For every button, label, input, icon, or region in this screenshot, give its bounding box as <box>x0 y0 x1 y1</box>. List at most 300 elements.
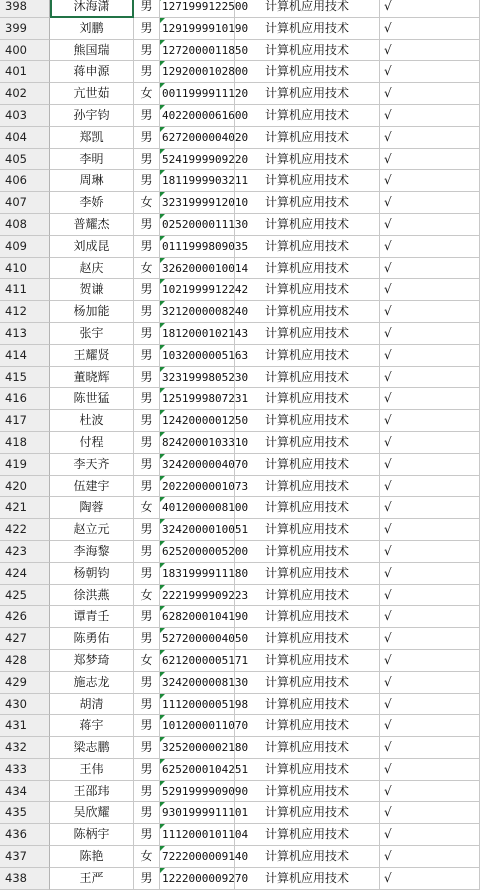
error-indicator-icon <box>160 83 165 88</box>
gender-cell[interactable]: 男 <box>134 388 160 410</box>
check-cell[interactable]: √ <box>380 737 480 759</box>
check-cell[interactable]: √ <box>380 345 480 367</box>
name-cell[interactable]: 王邵玮 <box>50 781 134 803</box>
name-cell[interactable]: 付程 <box>50 432 134 454</box>
table-row <box>0 650 480 672</box>
row-header[interactable]: 426 <box>0 606 50 628</box>
name-cell[interactable]: 孙宇钧 <box>50 105 134 127</box>
major-cell[interactable]: 计算机应用技术 <box>235 367 380 389</box>
name-cell[interactable]: 陈勇佑 <box>50 628 134 650</box>
id-number-cell[interactable] <box>160 214 249 236</box>
major-cell[interactable]: 计算机应用技术 <box>235 868 380 890</box>
id-number-cell[interactable] <box>160 824 249 846</box>
error-indicator-icon <box>160 149 165 154</box>
id-number-cell[interactable] <box>160 127 249 149</box>
id-number-cell[interactable] <box>160 781 249 803</box>
row-header[interactable]: 416 <box>0 388 50 410</box>
row-header[interactable]: 405 <box>0 149 50 171</box>
gender-cell[interactable]: 男 <box>134 214 160 236</box>
row-header[interactable]: 431 <box>0 715 50 737</box>
row-header[interactable]: 433 <box>0 759 50 781</box>
check-cell[interactable]: √ <box>380 868 480 890</box>
name-cell[interactable]: 陈世猛 <box>50 388 134 410</box>
major-cell[interactable]: 计算机应用技术 <box>235 214 380 236</box>
name-cell[interactable]: 蒋宇 <box>50 715 134 737</box>
major-cell[interactable]: 计算机应用技术 <box>235 846 380 868</box>
check-cell[interactable]: √ <box>380 846 480 868</box>
id-number-cell[interactable] <box>160 61 249 83</box>
gender-cell[interactable]: 男 <box>134 868 160 890</box>
name-cell[interactable]: 王伟 <box>50 759 134 781</box>
major-cell[interactable]: 计算机应用技术 <box>235 432 380 454</box>
check-cell[interactable]: √ <box>380 563 480 585</box>
check-cell[interactable]: √ <box>380 432 480 454</box>
major-cell[interactable]: 计算机应用技术 <box>235 301 380 323</box>
name-cell[interactable]: 徐洪燕 <box>50 585 134 607</box>
id-number-cell[interactable] <box>160 650 249 672</box>
id-number-text: 1222000009270 <box>162 871 249 885</box>
table-row <box>0 541 480 563</box>
check-cell[interactable]: √ <box>380 258 480 280</box>
name-cell[interactable]: 贺谦 <box>50 279 134 301</box>
gender-cell[interactable]: 男 <box>134 345 160 367</box>
name-cell[interactable]: 亢世茹 <box>50 83 134 105</box>
row-header[interactable]: 410 <box>0 258 50 280</box>
major-cell[interactable]: 计算机应用技术 <box>235 585 380 607</box>
major-cell[interactable]: 计算机应用技术 <box>235 759 380 781</box>
id-number-cell[interactable] <box>160 345 249 367</box>
gender-cell[interactable]: 男 <box>134 0 160 18</box>
id-number-text: 0111999809035 <box>162 239 249 253</box>
table-row <box>0 802 480 824</box>
gender-cell[interactable]: 男 <box>134 323 160 345</box>
gender-cell[interactable]: 女 <box>134 650 160 672</box>
gender-cell[interactable]: 男 <box>134 606 160 628</box>
id-number-cell[interactable] <box>160 846 249 868</box>
table-row <box>0 388 480 410</box>
name-cell[interactable]: 伍建宇 <box>50 476 134 498</box>
id-number-cell[interactable] <box>160 18 249 40</box>
error-indicator-icon <box>160 40 165 45</box>
id-number-text: 6252000104251 <box>162 762 249 776</box>
row-header[interactable]: 400 <box>0 40 50 62</box>
check-cell[interactable]: √ <box>380 802 480 824</box>
id-number-cell[interactable] <box>160 367 249 389</box>
gender-cell[interactable]: 男 <box>134 737 160 759</box>
gender-cell[interactable]: 男 <box>134 61 160 83</box>
name-cell[interactable]: 张宇 <box>50 323 134 345</box>
id-number-cell[interactable] <box>160 476 249 498</box>
check-cell[interactable]: √ <box>380 476 480 498</box>
id-number-cell[interactable] <box>160 606 249 628</box>
row-header[interactable]: 423 <box>0 541 50 563</box>
error-indicator-icon <box>160 18 165 23</box>
check-cell[interactable]: √ <box>380 606 480 628</box>
gender-cell[interactable]: 男 <box>134 105 160 127</box>
id-number-cell[interactable] <box>160 694 249 716</box>
major-cell[interactable]: 计算机应用技术 <box>235 258 380 280</box>
table-row <box>0 454 480 476</box>
error-indicator-icon <box>160 802 165 807</box>
name-cell[interactable]: 蒋申源 <box>50 61 134 83</box>
major-cell[interactable]: 计算机应用技术 <box>235 650 380 672</box>
gender-cell[interactable]: 男 <box>134 824 160 846</box>
gender-cell[interactable]: 男 <box>134 410 160 432</box>
error-indicator-icon <box>160 694 165 699</box>
id-number-cell[interactable] <box>160 258 249 280</box>
major-cell[interactable]: 计算机应用技术 <box>235 388 380 410</box>
check-cell[interactable]: √ <box>380 519 480 541</box>
id-number-text: 1272000011850 <box>162 43 249 57</box>
error-indicator-icon <box>160 388 165 393</box>
id-number-text: 1271999122500 <box>162 0 249 13</box>
name-cell[interactable]: 胡清 <box>50 694 134 716</box>
id-number-text: 1112000005198 <box>162 697 249 711</box>
id-number-cell[interactable] <box>160 497 249 519</box>
id-number-text: 6212000005171 <box>162 653 249 667</box>
name-cell[interactable]: 吴欣耀 <box>50 802 134 824</box>
gender-cell[interactable]: 女 <box>134 83 160 105</box>
gender-cell[interactable]: 男 <box>134 759 160 781</box>
name-cell[interactable]: 李海黎 <box>50 541 134 563</box>
major-cell[interactable]: 计算机应用技术 <box>235 672 380 694</box>
id-number-cell[interactable] <box>160 105 249 127</box>
gender-cell[interactable]: 男 <box>134 18 160 40</box>
major-cell[interactable]: 计算机应用技术 <box>235 40 380 62</box>
gender-cell[interactable]: 男 <box>134 301 160 323</box>
name-cell[interactable]: 陶蓉 <box>50 497 134 519</box>
major-cell[interactable]: 计算机应用技术 <box>235 694 380 716</box>
name-cell[interactable]: 赵庆 <box>50 258 134 280</box>
id-number-cell[interactable] <box>160 236 249 258</box>
major-cell[interactable]: 计算机应用技术 <box>235 802 380 824</box>
row-header[interactable]: 417 <box>0 410 50 432</box>
id-number-cell[interactable] <box>160 149 249 171</box>
id-number-text: 2022000001073 <box>162 479 249 493</box>
id-number-text: 1292000102800 <box>162 65 249 79</box>
table-row <box>0 170 480 192</box>
gender-cell[interactable]: 男 <box>134 127 160 149</box>
gender-cell[interactable]: 男 <box>134 694 160 716</box>
major-cell[interactable]: 计算机应用技术 <box>235 0 380 18</box>
check-cell[interactable]: √ <box>380 18 480 40</box>
check-cell[interactable]: √ <box>380 410 480 432</box>
gender-cell[interactable]: 男 <box>134 432 160 454</box>
id-number-cell[interactable] <box>160 170 249 192</box>
id-number-cell[interactable] <box>160 563 249 585</box>
check-cell[interactable]: √ <box>380 454 480 476</box>
name-cell[interactable]: 刘成昆 <box>50 236 134 258</box>
id-number-text: 4012000008100 <box>162 501 249 515</box>
check-cell[interactable]: √ <box>380 83 480 105</box>
check-cell[interactable]: √ <box>380 323 480 345</box>
name-cell[interactable]: 杨朝钧 <box>50 563 134 585</box>
gender-cell[interactable]: 男 <box>134 672 160 694</box>
table-row <box>0 606 480 628</box>
check-cell[interactable]: √ <box>380 105 480 127</box>
row-header[interactable]: 438 <box>0 868 50 890</box>
check-cell[interactable]: √ <box>380 236 480 258</box>
name-cell[interactable]: 赵立元 <box>50 519 134 541</box>
id-number-cell[interactable] <box>160 672 249 694</box>
id-number-cell[interactable] <box>160 541 249 563</box>
error-indicator-icon <box>160 759 165 764</box>
row-header[interactable]: 415 <box>0 367 50 389</box>
check-cell[interactable]: √ <box>380 279 480 301</box>
check-cell[interactable]: √ <box>380 781 480 803</box>
row-header[interactable]: 406 <box>0 170 50 192</box>
row-header[interactable]: 409 <box>0 236 50 258</box>
major-cell[interactable]: 计算机应用技术 <box>235 105 380 127</box>
id-number-text: 1251999807231 <box>162 392 249 406</box>
row-header[interactable]: 407 <box>0 192 50 214</box>
row-header[interactable]: 432 <box>0 737 50 759</box>
major-cell[interactable]: 计算机应用技术 <box>235 781 380 803</box>
row-header[interactable]: 429 <box>0 672 50 694</box>
check-cell[interactable]: √ <box>380 149 480 171</box>
row-header[interactable]: 427 <box>0 628 50 650</box>
gender-cell[interactable]: 男 <box>134 476 160 498</box>
name-cell[interactable]: 郑凯 <box>50 127 134 149</box>
gender-cell[interactable]: 男 <box>134 563 160 585</box>
row-header[interactable]: 411 <box>0 279 50 301</box>
gender-cell[interactable]: 男 <box>134 279 160 301</box>
id-number-cell[interactable] <box>160 388 249 410</box>
row-header[interactable]: 408 <box>0 214 50 236</box>
table-row <box>0 585 480 607</box>
id-number-cell[interactable] <box>160 279 249 301</box>
id-number-text: 1811999903211 <box>162 174 249 188</box>
check-cell[interactable]: √ <box>380 61 480 83</box>
row-header[interactable]: 402 <box>0 83 50 105</box>
major-cell[interactable]: 计算机应用技术 <box>235 824 380 846</box>
check-cell[interactable]: √ <box>380 672 480 694</box>
row-header[interactable]: 422 <box>0 519 50 541</box>
check-cell[interactable]: √ <box>380 127 480 149</box>
id-number-cell[interactable] <box>160 628 249 650</box>
gender-cell[interactable]: 男 <box>134 170 160 192</box>
name-cell[interactable]: 李娇 <box>50 192 134 214</box>
name-cell[interactable]: 陈柄宇 <box>50 824 134 846</box>
name-cell[interactable]: 杜波 <box>50 410 134 432</box>
major-cell[interactable]: 计算机应用技术 <box>235 563 380 585</box>
id-number-cell[interactable] <box>160 323 249 345</box>
gender-cell[interactable]: 男 <box>134 454 160 476</box>
major-cell[interactable]: 计算机应用技术 <box>235 83 380 105</box>
id-number-cell[interactable] <box>160 192 249 214</box>
name-cell[interactable]: 王严 <box>50 868 134 890</box>
major-cell[interactable]: 计算机应用技术 <box>235 628 380 650</box>
id-number-text: 3252000002180 <box>162 741 249 755</box>
row-header[interactable]: 430 <box>0 694 50 716</box>
row-header[interactable]: 412 <box>0 301 50 323</box>
name-cell[interactable]: 董晓辉 <box>50 367 134 389</box>
check-cell[interactable]: √ <box>380 192 480 214</box>
major-cell[interactable]: 计算机应用技术 <box>235 127 380 149</box>
major-cell[interactable]: 计算机应用技术 <box>235 476 380 498</box>
table-row <box>0 628 480 650</box>
table-row <box>0 563 480 585</box>
check-cell[interactable]: √ <box>380 824 480 846</box>
major-cell[interactable]: 计算机应用技术 <box>235 454 380 476</box>
major-cell[interactable]: 计算机应用技术 <box>235 497 380 519</box>
id-number-text: 1242000001250 <box>162 414 249 428</box>
table-row <box>0 672 480 694</box>
major-cell[interactable]: 计算机应用技术 <box>235 345 380 367</box>
name-cell[interactable]: 陈艳 <box>50 846 134 868</box>
check-cell[interactable]: √ <box>380 650 480 672</box>
id-number-text: 3231999912010 <box>162 196 249 210</box>
gender-cell[interactable]: 男 <box>134 715 160 737</box>
major-cell[interactable]: 计算机应用技术 <box>235 170 380 192</box>
check-cell[interactable]: √ <box>380 388 480 410</box>
id-number-text: 3231999805230 <box>162 370 249 384</box>
gender-cell[interactable]: 男 <box>134 781 160 803</box>
id-number-cell[interactable] <box>160 40 249 62</box>
id-number-cell[interactable] <box>160 0 249 18</box>
row-header[interactable]: 401 <box>0 61 50 83</box>
check-cell[interactable]: √ <box>380 541 480 563</box>
error-indicator-icon <box>160 105 165 110</box>
row-header[interactable]: 434 <box>0 781 50 803</box>
error-indicator-icon <box>160 345 165 350</box>
gender-cell[interactable]: 男 <box>134 236 160 258</box>
major-cell[interactable]: 计算机应用技术 <box>235 279 380 301</box>
major-cell[interactable]: 计算机应用技术 <box>235 236 380 258</box>
table-row <box>0 18 480 40</box>
row-header[interactable]: 428 <box>0 650 50 672</box>
major-cell[interactable]: 计算机应用技术 <box>235 149 380 171</box>
row-header[interactable]: 421 <box>0 497 50 519</box>
row-header[interactable]: 424 <box>0 563 50 585</box>
table-row <box>0 476 480 498</box>
id-number-cell[interactable] <box>160 454 249 476</box>
row-header[interactable]: 414 <box>0 345 50 367</box>
row-header[interactable]: 398 <box>0 0 50 18</box>
name-cell[interactable]: 熊国瑞 <box>50 40 134 62</box>
gender-cell[interactable]: 男 <box>134 40 160 62</box>
major-cell[interactable]: 计算机应用技术 <box>235 519 380 541</box>
major-cell[interactable]: 计算机应用技术 <box>235 61 380 83</box>
check-cell[interactable]: √ <box>380 759 480 781</box>
id-number-cell[interactable] <box>160 301 249 323</box>
row-header[interactable]: 425 <box>0 585 50 607</box>
major-cell[interactable]: 计算机应用技术 <box>235 18 380 40</box>
check-cell[interactable]: √ <box>380 40 480 62</box>
gender-cell[interactable]: 男 <box>134 519 160 541</box>
id-number-cell[interactable] <box>160 737 249 759</box>
check-cell[interactable]: √ <box>380 301 480 323</box>
id-number-text: 3212000008240 <box>162 305 249 319</box>
gender-cell[interactable]: 男 <box>134 628 160 650</box>
error-indicator-icon <box>160 737 165 742</box>
major-cell[interactable]: 计算机应用技术 <box>235 737 380 759</box>
major-cell[interactable]: 计算机应用技术 <box>235 606 380 628</box>
gender-cell[interactable]: 女 <box>134 846 160 868</box>
name-cell[interactable]: 刘鹏 <box>50 18 134 40</box>
id-number-text: 5241999909220 <box>162 152 249 166</box>
gender-cell[interactable]: 男 <box>134 541 160 563</box>
name-cell[interactable]: 周琳 <box>50 170 134 192</box>
check-cell[interactable]: √ <box>380 715 480 737</box>
error-indicator-icon <box>160 846 165 851</box>
check-cell[interactable]: √ <box>380 497 480 519</box>
name-cell[interactable]: 沐海潇 <box>50 0 134 18</box>
name-cell[interactable]: 谭青壬 <box>50 606 134 628</box>
name-cell[interactable]: 梁志鹏 <box>50 737 134 759</box>
id-number-cell[interactable] <box>160 802 249 824</box>
table-row <box>0 737 480 759</box>
check-cell[interactable]: √ <box>380 367 480 389</box>
major-cell[interactable]: 计算机应用技术 <box>235 410 380 432</box>
row-header[interactable]: 403 <box>0 105 50 127</box>
id-number-cell[interactable] <box>160 519 249 541</box>
check-cell[interactable]: √ <box>380 170 480 192</box>
name-cell[interactable]: 杨加能 <box>50 301 134 323</box>
check-cell[interactable]: √ <box>380 694 480 716</box>
check-cell[interactable]: √ <box>380 628 480 650</box>
table-row <box>0 40 480 62</box>
name-cell[interactable]: 郑梦琦 <box>50 650 134 672</box>
major-cell[interactable]: 计算机应用技术 <box>235 715 380 737</box>
name-cell[interactable]: 施志龙 <box>50 672 134 694</box>
gender-cell[interactable]: 女 <box>134 497 160 519</box>
check-cell[interactable]: √ <box>380 585 480 607</box>
major-cell[interactable]: 计算机应用技术 <box>235 541 380 563</box>
row-header[interactable]: 399 <box>0 18 50 40</box>
id-number-cell[interactable] <box>160 585 249 607</box>
check-cell[interactable]: √ <box>380 214 480 236</box>
id-number-cell[interactable] <box>160 715 249 737</box>
name-cell[interactable]: 普耀杰 <box>50 214 134 236</box>
name-cell[interactable]: 李天齐 <box>50 454 134 476</box>
row-header[interactable]: 437 <box>0 846 50 868</box>
gender-cell[interactable]: 女 <box>134 192 160 214</box>
table-row <box>0 214 480 236</box>
row-header[interactable]: 404 <box>0 127 50 149</box>
id-number-cell[interactable] <box>160 868 249 890</box>
table-row <box>0 258 480 280</box>
gender-cell[interactable]: 男 <box>134 367 160 389</box>
check-cell[interactable]: √ <box>380 0 480 18</box>
gender-cell[interactable]: 男 <box>134 802 160 824</box>
id-number-cell[interactable] <box>160 83 249 105</box>
name-cell[interactable]: 李明 <box>50 149 134 171</box>
gender-cell[interactable]: 女 <box>134 585 160 607</box>
table-row <box>0 519 480 541</box>
id-number-text: 4022000061600 <box>162 108 249 122</box>
error-indicator-icon <box>160 432 165 437</box>
id-number-cell[interactable] <box>160 432 249 454</box>
gender-cell[interactable]: 男 <box>134 149 160 171</box>
gender-cell[interactable]: 女 <box>134 258 160 280</box>
row-header[interactable]: 413 <box>0 323 50 345</box>
id-number-cell[interactable] <box>160 759 249 781</box>
id-number-text: 6272000004020 <box>162 130 249 144</box>
row-header[interactable]: 418 <box>0 432 50 454</box>
row-header[interactable]: 420 <box>0 476 50 498</box>
error-indicator-icon <box>160 781 165 786</box>
error-indicator-icon <box>160 650 165 655</box>
id-number-text: 1291999910190 <box>162 21 249 35</box>
name-cell[interactable]: 王耀贤 <box>50 345 134 367</box>
row-header[interactable]: 436 <box>0 824 50 846</box>
major-cell[interactable]: 计算机应用技术 <box>235 323 380 345</box>
row-header[interactable]: 419 <box>0 454 50 476</box>
major-cell[interactable]: 计算机应用技术 <box>235 192 380 214</box>
row-header[interactable]: 435 <box>0 802 50 824</box>
id-number-cell[interactable] <box>160 410 249 432</box>
